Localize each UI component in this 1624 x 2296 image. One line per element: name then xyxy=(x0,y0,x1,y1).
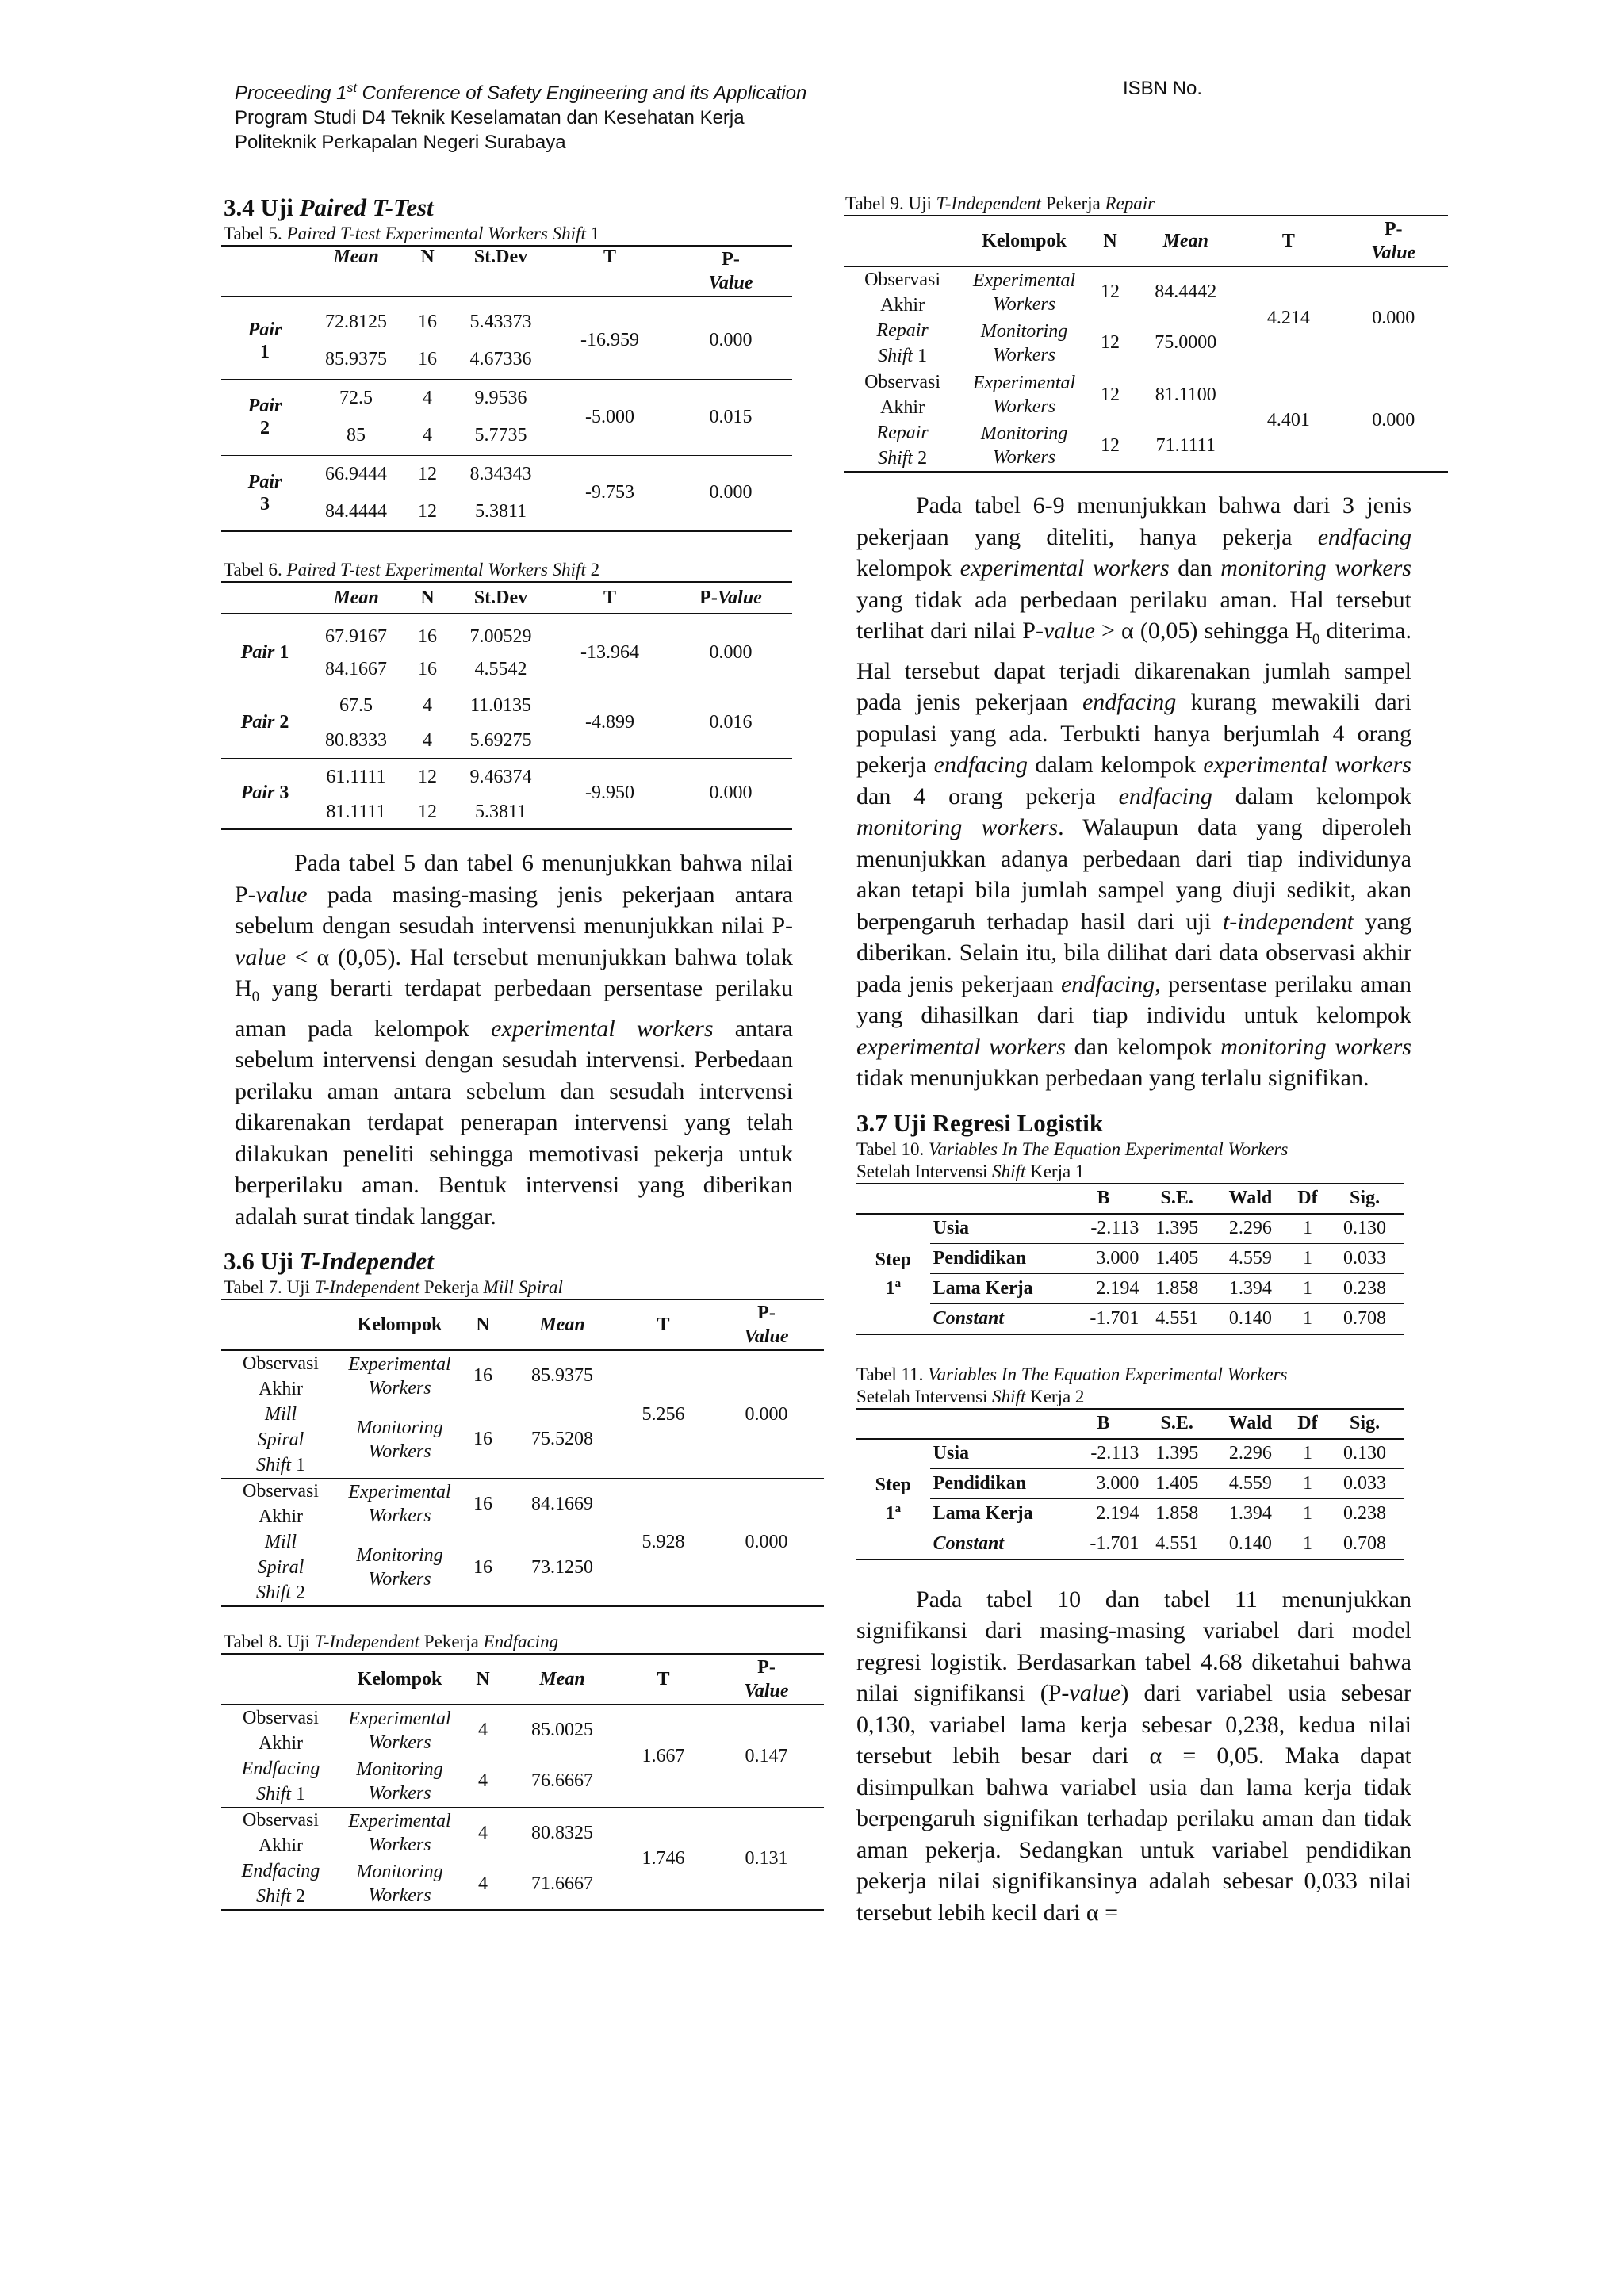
left-column xyxy=(224,193,826,1911)
table-row: Observasi Akhir Repair Shift 2 Experimental Workers 12 81.1100 4.401 0.000 xyxy=(844,369,1448,421)
table-7-caption: Tabel 7. Uji T-Independent Pekerja Mill Spiral xyxy=(224,1277,563,1297)
t5-header-n: N xyxy=(420,247,435,267)
section-3-6-heading: 3.6 Uji T-Independet xyxy=(224,1247,434,1275)
t11-header-sig: Sig. xyxy=(1350,1413,1381,1433)
table-row: Pair 3 66.9444 12 8.34343 -9.753 0.000 xyxy=(221,455,792,493)
t9-header-kelompok: Kelompok xyxy=(982,230,1067,251)
t6-header-t: T xyxy=(603,587,616,608)
t11-header-df: Df xyxy=(1297,1413,1318,1433)
table-10 xyxy=(856,1183,1404,1335)
table-11 xyxy=(856,1408,1404,1560)
t9-header-t: T xyxy=(1281,230,1295,251)
t5-header-t: T xyxy=(603,247,616,267)
t5-header-mean: Mean xyxy=(333,247,379,267)
table-row: Step 1$^a$ Usia -2.113 1.395 2.296 1 0.130 xyxy=(856,1214,1404,1244)
table-8-caption: Tabel 8. Uji T-Independent Pekerja Endfacing xyxy=(224,1632,559,1651)
header-conference: Proceeding 1st Conference of Safety Engineering and its Application xyxy=(235,82,807,104)
t10-header-b: B xyxy=(1097,1188,1110,1208)
table-9-caption: Tabel 9. Uji T-Independent Pekerja Repair xyxy=(845,193,1155,213)
table-row: Pair 1 72.8125 16 5.43373 -16.959 0.000 xyxy=(247,311,753,362)
t8-header-pvalue: P- Value xyxy=(744,1657,789,1701)
table-row: Constant -1.701 4.551 0.140 1 0.708 xyxy=(856,1529,1404,1559)
header-isbn: ISBN No. xyxy=(1123,78,1203,99)
table-row: Constant -1.701 4.551 0.140 1 0.708 xyxy=(856,1304,1404,1334)
table-9: Kelompok N Mean T P- Value Observasi Akhir Repair Shift 1 Experimental Workers 12 84.4442 4.214 0.000 Monitoring Workers 12 75.0000 Observasi Akhir Repair Shift 2 Experimental Workers 12 81.1100 4.401 0.000 Monitoring Workers 12 71.1111 xyxy=(844,215,1448,473)
paragraph-tabel-5-6: Pada tabel 5 dan tabel 6 menunjukkan bahwa nilai P-value pada masing-masing jenis pekerjaan antara sebelum dengan sesudah intervensi menunjukkan nilai P-value < α (0,05). Hal tersebut menunjukkan bahwa tolak $H_0$ yang berarti terdapat perbedaan persentase perilaku aman pada kelompok experimental workers antara sebelum intervensi dengan sesudah intervensi. Perbedaan perilaku aman antara sebelum dan sesudah intervensi dikarenakan terdapat penerapan intervensi yang telah dilakukan peneliti sehingga memotivasi pekerja untuk berperilaku aman. Bentuk intervensi yang diberikan adalah surat tindak langgar. xyxy=(235,850,793,1230)
table-row: Step 1$^a$ Usia -2.113 1.395 2.296 1 0.130 xyxy=(856,1439,1404,1469)
table-row: Observasi Akhir Mill Spiral Shift 2 Experimental Workers 16 84.1669 5.928 0.000 xyxy=(221,1479,824,1530)
table-row: Pair 2 67.5 4 11.0135 -4.899 0.016 xyxy=(221,687,792,725)
table-8: Kelompok N Mean T P- Value Observasi Akhir Endfacing Shift 1 Experimental Workers 4 85.0025 1.667 0.147 Monitoring Workers 4 76.6667 Observasi Akhir Endfacing Shift 2 Experimental Workers 4 80.8325 1.746 0.131 Monitoring Workers 4 71.6667 xyxy=(221,1653,824,1911)
table-row: Pendidikan 3.000 1.405 4.559 1 0.033 xyxy=(856,1469,1404,1499)
t7-header-t: T xyxy=(657,1314,670,1335)
header-program: Program Studi D4 Teknik Keselamatan dan Kesehatan Kerja xyxy=(235,107,745,128)
t11-header-b: B xyxy=(1097,1413,1110,1433)
t6-header-n: N xyxy=(420,587,435,608)
table-6-caption: Tabel 6. Paired T-test Experimental Workers Shift 2 xyxy=(224,560,600,580)
t9-header-pvalue: P- Value xyxy=(1371,219,1416,263)
table-10-caption: Tabel 10. Variables In The Equation Experimental Workers Setelah Intervensi Shift Kerja 1 xyxy=(856,1138,1289,1181)
table-5: Mean N St.Dev T P- Value Pair 1 72.8125 16 5.43373 -16.959 0.000 85.9375 16 4.67336 Pair 2 72.5 4 9.9536 -5.000 0.015 85 4 5.7735 Pair 3 66.9444 12 8.34343 -9.753 0.000 84.4444 12 5.3811 xyxy=(221,245,792,532)
t8-header-kelompok: Kelompok xyxy=(357,1668,442,1689)
table-row: Pair 2 72.5 4 9.9536 -5.000 0.015 xyxy=(221,379,792,417)
t6-header-stdev: St.Dev xyxy=(473,587,528,608)
t8-header-n: N xyxy=(476,1668,490,1689)
t10-header-wald: Wald xyxy=(1228,1188,1273,1208)
table-row: Observasi Akhir Repair Shift 1 Experimental Workers 12 84.4442 4.214 0.000 xyxy=(864,270,1415,366)
table-5-caption: Tabel 5. Paired T-test Experimental Workers Shift 1 xyxy=(224,224,600,243)
table-row: Pair 3 61.1111 12 9.46374 -9.950 0.000 xyxy=(221,758,792,796)
table-6: Mean N St.Dev T P-Value Pair 1 67.9167 16 7.00529 -13.964 0.000 84.1667 16 4.5542 Pair 2 67.5 4 11.0135 -4.899 0.016 80.8333 4 5.69275 Pair 3 61.1111 12 9.46374 -9.950 0.000 81.1111 12 5.3811 xyxy=(221,581,792,830)
right-column xyxy=(845,193,1416,1928)
table-row: Observasi Akhir Endfacing Shift 1 Experimental Workers 4 85.0025 1.667 0.147 xyxy=(241,1708,788,1804)
table-row: Observasi Akhir Endfacing Shift 2 Experimental Workers 4 80.8325 1.746 0.131 xyxy=(221,1808,824,1859)
paragraph-tabel-6-9: Pada tabel 6-9 menunjukkan bahwa dari 3 jenis pekerjaan yang diteliti, hanya pekerja endfacing kelompok experimental workers dan monitoring workers yang tidak ada perbedaan perilaku aman. Hal tersebut terlihat dari nilai P-value > α (0,05) sehingga $H_0$ diterima. Hal tersebut dapat terjadi dikarenakan jumlah sampel pada jenis pekerjaan endfacing kurang mewakili dari populasi yang ada. Terbukti hanya berjumlah 4 orang pekerja endfacing dalam kelompok experimental workers dan 4 orang pekerja endfacing dalam kelompok monitoring workers. Walaupun data yang diperoleh menunjukkan adanya perbedaan dari tiap individunya akan tetapi bila jumlah sampel yang diuji sedikit, akan berpengaruh terhadap hasil dari uji t-independent yang diberikan. Selain itu, bila dilihat dari data observasi akhir pada jenis pekerjaan endfacing, persentase perilaku aman yang dihasilkan dari tiap individu untuk kelompok experimental workers dan kelompok monitoring workers tidak menunjukkan perbedaan yang terlalu signifikan. xyxy=(856,492,1411,1091)
section-3-7-heading: 3.7 Uji Regresi Logistik xyxy=(856,1108,1104,1137)
t11-header-wald: Wald xyxy=(1228,1413,1273,1433)
t9-header-mean: Mean xyxy=(1162,230,1208,251)
t5-header-stdev: St.Dev xyxy=(473,247,528,267)
t8-header-mean: Mean xyxy=(539,1668,585,1689)
t8-header-t: T xyxy=(657,1668,670,1689)
page-header xyxy=(235,76,1392,155)
t10-header-se: S.E. xyxy=(1160,1188,1193,1208)
t6-header-mean: Mean xyxy=(333,587,379,608)
table-row: Lama Kerja 2.194 1.858 1.394 1 0.238 xyxy=(856,1274,1404,1304)
header-institution: Politeknik Perkapalan Negeri Surabaya xyxy=(235,132,566,153)
t11-header-se: S.E. xyxy=(1160,1413,1193,1433)
table-row: Lama Kerja 2.194 1.858 1.394 1 0.238 xyxy=(856,1499,1404,1529)
table-row: Pair 1 67.9167 16 7.00529 -13.964 0.000 xyxy=(240,626,753,664)
section-3-4-heading: 3.4 Uji Paired T-Test xyxy=(224,193,434,221)
t7-header-pvalue: P- Value xyxy=(744,1303,789,1347)
t7-header-mean: Mean xyxy=(539,1314,585,1335)
table-7: Kelompok N Mean T P- Value Observasi Akhir Mill Spiral Shift 1 Experimental Workers 16 85.9375 5.256 0.000 Monitoring Workers 16 75.5208 Observasi Akhir Mill Spiral Shift 2 Experimental Workers 16 84.1669 5.928 0.000 Monitoring Workers 16 73.1250 xyxy=(221,1299,824,1607)
t5-header-pvalue: P- Value xyxy=(708,249,753,293)
table-row: Observasi Akhir Mill Spiral Shift 1 Experimental Workers 16 85.9375 5.256 0.000 xyxy=(243,1353,788,1475)
t10-header-df: Df xyxy=(1297,1188,1318,1208)
t7-header-n: N xyxy=(476,1314,490,1335)
paragraph-tabel-10-11: Pada tabel 10 dan tabel 11 menunjukkan signifikansi dari masing-masing variabel dari model regresi logistik. Berdasarkan tabel 4.68 diketahui bahwa nilai signifikansi (P-value) dari variabel usia sebesar 0,130, variabel lama kerja sebesar 0,238, kedua nilai tersebut lebih besar dari α = 0,05. Maka dapat disimpulkan bahwa variabel usia dan lama kerja tidak berpengaruh signifikan terhadap perilaku aman dan tidak aman pekerja. Sedangkan untuk variabel pendidikan pekerja nilai signifikansinya adalah sebesar 0,033 nilai tersebut lebih kecil dari α = xyxy=(856,1586,1411,1926)
t6-header-pvalue: P-Value xyxy=(699,587,762,608)
table-row: Pendidikan 3.000 1.405 4.559 1 0.033 xyxy=(856,1244,1404,1274)
table-11-caption: Tabel 11. Variables In The Equation Experimental Workers Setelah Intervensi Shift Kerja 2 xyxy=(856,1364,1288,1406)
t9-header-n: N xyxy=(1103,230,1117,251)
t7-header-kelompok: Kelompok xyxy=(357,1314,442,1335)
t10-header-sig: Sig. xyxy=(1350,1188,1381,1208)
